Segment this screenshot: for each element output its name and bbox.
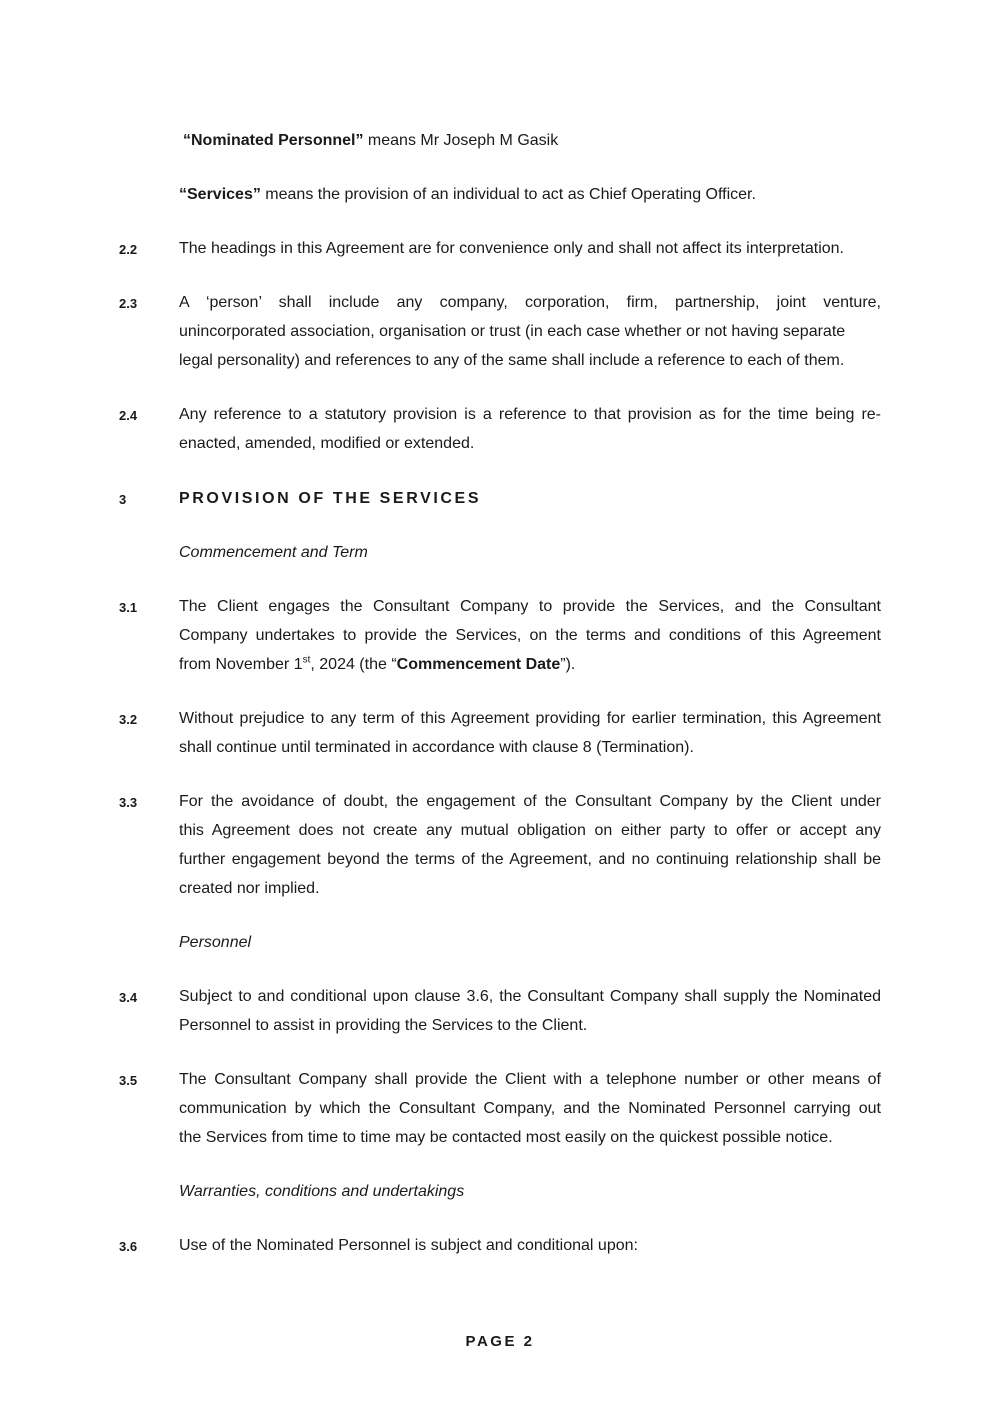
clause-number: 3.4 [119, 990, 138, 1005]
clause-2-3-line: unincorporated association, organisation or trust (in each case whether or not having separate [179, 323, 846, 340]
clause-number: 3.5 [119, 1073, 138, 1088]
clause-3-1-line: Company undertakes to provide the Services, on the terms and conditions of this Agreement [179, 627, 881, 644]
subheading-commencement: Commencement and Term [179, 544, 368, 561]
clause-number: 3.6 [119, 1239, 138, 1254]
definition-services [179, 180, 756, 209]
definition-text: means the provision of an individual to act as Chief Operating Officer. [260, 186, 756, 203]
clause-3-2-line: Without prejudice to any term of this Agreement providing for earlier termination, this Agreement [179, 710, 881, 727]
clause-number: 3.2 [119, 712, 138, 727]
clause-3-3-line: created nor implied. [179, 880, 320, 897]
clause-3-3-line: For the avoidance of doubt, the engagement of the Consultant Company by the Client under [179, 793, 881, 810]
clause-3-4-line: Subject to and conditional upon clause 3.6, the Consultant Company shall supply the Nominated [179, 988, 881, 1005]
definition-term: “Nominated Personnel” [183, 132, 364, 149]
clause-number: 3.3 [119, 795, 138, 810]
clause-2-3-line: legal personality) and references to any of the same shall include a reference to each of them. [179, 352, 845, 369]
section-number: 3 [119, 492, 127, 507]
definition-nominated-personnel [183, 126, 558, 155]
clause-3-1-text: , 2024 (the “ [310, 656, 397, 673]
clause-3-2-line: shall continue until terminated in accordance with clause 8 (Termination). [179, 739, 694, 756]
definition-term: “Services” [179, 186, 261, 203]
clause-2-4-line: enacted, amended, modified or extended. [179, 435, 475, 452]
clause-3-1-line [179, 650, 575, 679]
clause-3-1-text: from November 1 [179, 656, 303, 673]
clause-3-3-line: further engagement beyond the terms of the Agreement, and no continuing relationship shall be [179, 851, 881, 868]
clause-number: 3.1 [119, 600, 138, 615]
subheading-warranties: Warranties, conditions and undertakings [179, 1183, 465, 1200]
clause-2-4-line: Any reference to a statutory provision is a reference to that provision as for the time being re- [179, 406, 881, 423]
clause-number: 2.3 [119, 296, 138, 311]
clause-2-2-line: The headings in this Agreement are for convenience only and shall not affect its interpretation. [179, 240, 844, 257]
clause-3-1-line: The Client engages the Consultant Company to provide the Services, and the Consultant [179, 598, 881, 615]
section-heading: PROVISION OF THE SERVICES [179, 490, 482, 507]
clause-3-3-line: this Agreement does not create any mutual obligation on either party to offer or accept any [179, 822, 881, 839]
clause-3-4-line: Personnel to assist in providing the Services to the Client. [179, 1017, 588, 1034]
clause-3-5-line: the Services from time to time may be contacted most easily on the quickest possible notice. [179, 1129, 833, 1146]
clause-2-3-line: A ‘person’ shall include any company, corporation, firm, partnership, joint venture, [179, 294, 881, 311]
page-number: PAGE 2 [465, 1333, 535, 1350]
clause-3-5-line: communication by which the Consultant Company, and the Nominated Personnel carrying out [179, 1100, 881, 1117]
defined-term: Commencement Date [396, 656, 561, 673]
clause-3-6-line: Use of the Nominated Personnel is subject and conditional upon: [179, 1237, 638, 1254]
subheading-personnel: Personnel [179, 934, 252, 951]
definition-text: means Mr Joseph M Gasik [363, 132, 559, 149]
clause-3-5-line: The Consultant Company shall provide the Client with a telephone number or other means of [179, 1071, 881, 1088]
clause-number: 2.2 [119, 242, 138, 257]
ordinal-suffix: st [302, 654, 311, 666]
clause-number: 2.4 [119, 408, 138, 423]
clause-3-1-text: ”). [560, 656, 576, 673]
